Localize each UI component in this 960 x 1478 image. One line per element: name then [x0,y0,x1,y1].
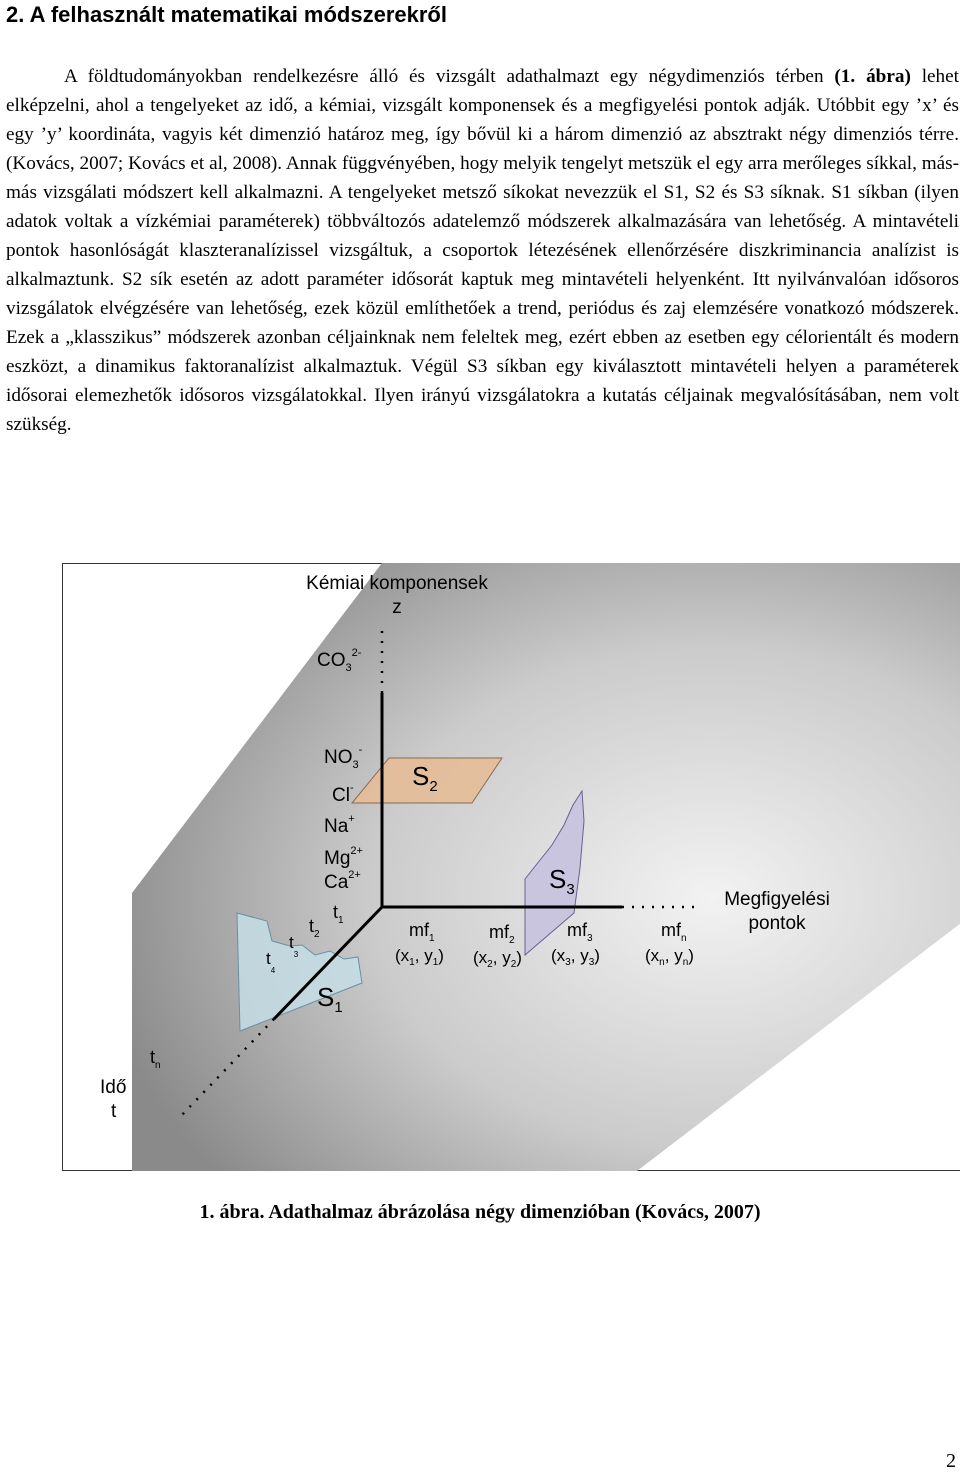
na-base: Na [324,816,349,837]
body-paragraph [6,62,959,439]
mg-base: Mg [324,848,351,869]
figure-caption: 1. ábra. Adathalmaz ábrázolása négy dimenzióban (Kovács, 2007) [199,1201,761,1223]
x-axis-title-line1: Megfigyelési [724,889,830,910]
no3-sup: - [358,744,363,756]
time-axis-symbol: t [111,1101,117,1122]
no3-sub: 3 [352,759,359,771]
paragraph-part-1: A földtudományokban rendelkezésre álló és vizsgált adathalmazt egy négydimenziós térben [64,66,835,87]
label-t3: $t_3$ [289,933,299,959]
cl-base: Cl [332,785,350,806]
cl-sup: - [349,782,354,794]
z-axis-title: Kémiai komponensek [306,573,488,594]
na-sup: + [348,813,355,825]
paragraph-part-2: lehet elképzelni, ahol a tengelyeket az idő, a kémiai, vizsgált komponensek és a megfigyelési pontok adják. Utóbbit egy ’x’ és egy ’y’ koordináta, vagyis két dimenzió határoz meg, így bővül ki a három dimenzió az absztrakt négy dimenziós térre.(Kovács, 2007; Kovács et al, 2008). Annak függvényében, hogy melyik tengelyt metszük el egy arra merőleges síkkal, más-más vizsgálati módszert kell alkalmazni. A tengelyeket metsző síkokat nevezzük el S1, S2 és S3 síknak. S1 síkban (ilyen adatok voltak a vízkémiai paraméterek) többváltozós adatelemző módszerek alkalmazására van lehetőség. A mintavételi pontok hasonlóságát klaszteranalízissel vizsgáltuk, a csoportok létezésének ellenőrzésére diszkriminancia analízist is alkalmaztunk. S2 sík esetén az adott paraméter idősorát kaptuk meg mintavételi helyenként. Itt nyilvánvalóan idősoros vizsgálatok elvégzésére van lehetőség, ezek közül említhetőek a trend, periódus és zaj elemzésére vonatkozó módszerek. Ezek a „klasszikus” módszerek azonban céljainknak nem feleltek meg, ezért ebben az esetben egy célorientált és modern eszközt, a dinamikus faktoranalízist alkalmaztuk. Végül S3 síkban egy kiválasztott mintavételi helyen a paraméterek idősorai elemezhetők idősoros vizsgálatokkal. Ilyen irányú vizsgálatokra a kutatás céljainak megvalósításában, nem volt szükség. [6,66,960,435]
ca-base: Ca [324,872,349,893]
paragraph-text [6,62,959,439]
co3-base: CO [317,650,346,671]
x-axis-title-line2: pontok [748,913,806,934]
svg-text:mf3: $mf_3$ [567,920,593,944]
co3-sup: 2- [351,647,362,659]
four-dimensional-dataset-figure [62,563,960,1171]
label-tn: $t_n$ [150,1047,161,1071]
label-s1: $S_1$ [317,982,343,1016]
label-t4: $t_4$ [266,949,276,975]
figure-reference: (1. ábra) [834,66,911,87]
svg-text:(x1, y1): ($x_1$, $y_1$) [395,946,444,968]
co3-sub: 3 [345,662,352,674]
svg-text:(x2, y2): ($x_2$, $y_2$) [473,948,522,970]
svg-text:mfn: $mf_n$ [661,920,687,944]
svg-text:mf2: $mf_2$ [489,922,515,946]
label-t2: $t_2$ [309,916,320,940]
z-axis-symbol: z [392,597,402,618]
label-s2: $S_2$ [412,761,438,795]
svg-text:(x3, y3): ($x_3$, $y_3$) [551,946,600,968]
svg-text:(xn, yn): ($x_n$, $y_n$) [645,946,694,968]
time-axis-title: Idő [100,1077,127,1098]
ca-sup: 2+ [348,869,361,881]
svg-text:mf1: $mf_1$ [409,920,435,944]
label-t1: $t_1$ [333,902,344,926]
section-heading: 2. A felhasznált matematikai módszerekről [6,2,447,27]
mg-sup: 2+ [350,845,363,857]
label-s3: $S_3$ [549,864,575,898]
page-number: 2 [946,1450,956,1472]
no3-base: NO [324,747,353,768]
